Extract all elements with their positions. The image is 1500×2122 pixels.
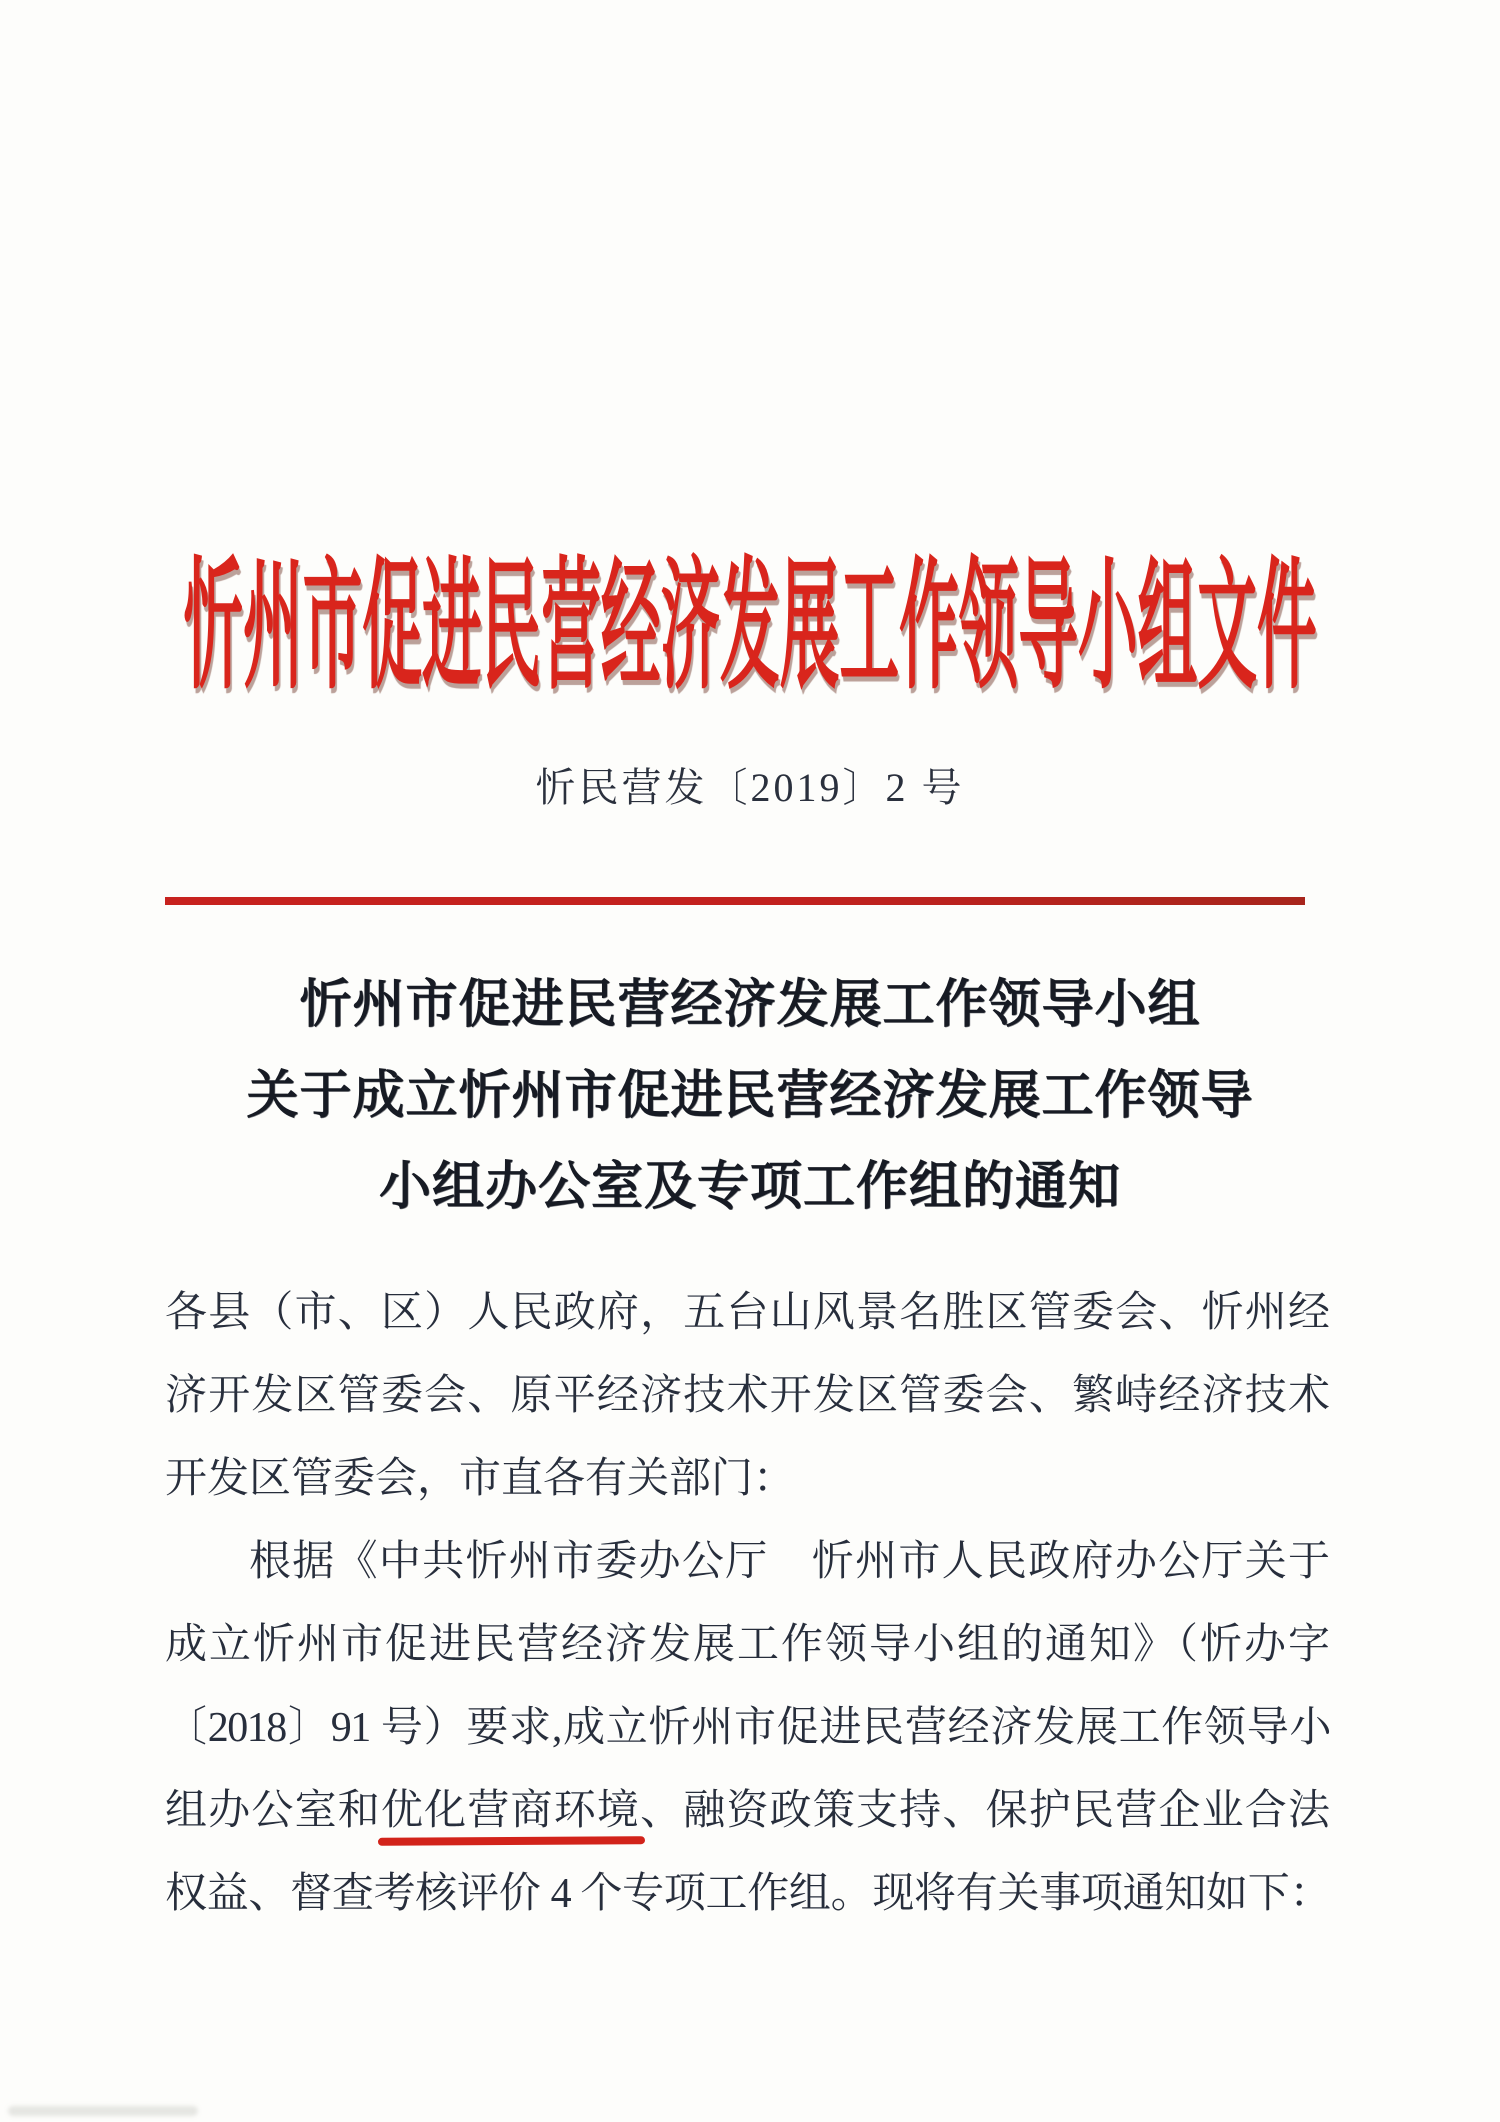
- red-underlined-phrase: 优化营商环境: [380, 1788, 641, 1834]
- document-title: [0, 960, 1500, 1233]
- scan-smudge-artifact: [8, 2106, 198, 2116]
- body-line-4-suffix: 、融资政策支持、保护民营企业合法: [640, 1788, 1330, 1834]
- body-text: [165, 1272, 1330, 1936]
- document-title-line-3: 小组办公室及专项工作组的通知: [378, 1159, 1121, 1216]
- body-line-4-prefix: 组办公室和: [165, 1788, 381, 1834]
- body-line-paragraph2-2: 成立忻州市促进民营经济发展工作领导小组的通知》（忻办字: [165, 1622, 1330, 1668]
- document-title-line-2: 关于成立忻州市促进民营经济发展工作领导: [246, 1068, 1254, 1125]
- body-line-paragraph2-5: 权益、督查考核评价 4 个专项工作组。现将有关事项通知如下：: [165, 1871, 1330, 1917]
- body-line-paragraph2-4: [165, 1770, 1330, 1853]
- body-line-recipients-2: 济开发区管委会、原平经济技术开发区管委会、繁峙经济技术: [165, 1373, 1330, 1419]
- red-divider-rule: [165, 897, 1305, 905]
- body-line-paragraph2-3: 〔2018〕91 号）要求,成立忻州市促进民营经济发展工作领导小: [165, 1705, 1330, 1751]
- body-line-recipients-1: 各县（市、区）人民政府，五台山风景名胜区管委会、忻州经: [165, 1290, 1330, 1336]
- body-line-recipients-3: 开发区管委会，市直各有关部门：: [165, 1456, 796, 1502]
- document-number: 忻民营发〔2019〕2 号: [535, 765, 965, 810]
- letterhead-title: 忻州市促进民营经济发展工作领导小组文件: [183, 548, 1317, 706]
- document-title-line-1: 忻州市促进民营经济发展工作领导小组: [299, 977, 1201, 1034]
- body-line-paragraph2-1: 根据《中共忻州市委办公厅 忻州市人民政府办公厅关于: [249, 1539, 1330, 1585]
